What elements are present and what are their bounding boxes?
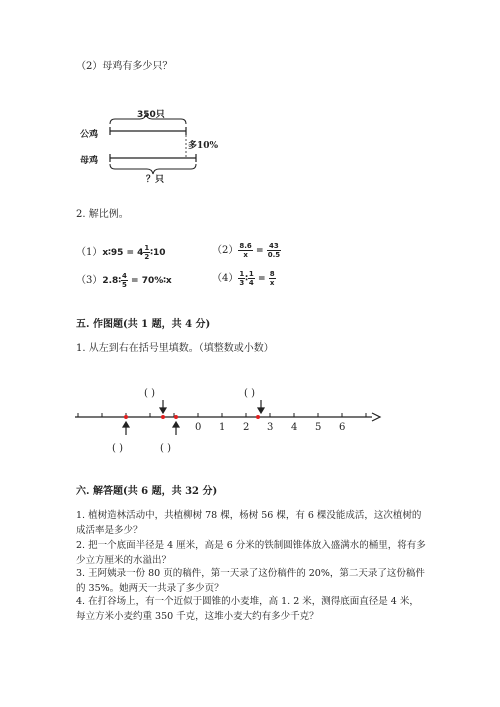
tick-label: 3 [267,422,274,433]
section-title: 五. 作图题(共 1 题，共 4 分) [76,319,211,330]
more-label: 多10% [188,141,219,151]
problem-3: 3. 王阿姨录一份 80 页的稿件，第一天录了这份稿件的 20%，第二天录了这份稿件的 35%。她两天一共录了多少页？ [76,568,425,594]
point-marker [256,415,260,419]
proportion-4: （4） $\frac{1}{3}$ ∶ $\frac{1}{4}$ = $\frac{8}{x}$ [212,270,275,287]
proportion-1: （1）x∶95 = 4 $\frac{1}{2}$ ∶10 [76,244,166,261]
top-label: 350只 [137,110,165,120]
rooster-label: 公鸡 [80,130,99,140]
tick-label: 6 [339,422,346,433]
tick-label: 1 [219,422,226,433]
point-marker [124,415,128,419]
section-title: 六. 解答题(共 6 题，共 32 分) [76,486,218,497]
blank-top-2[interactable]: ( ) [244,388,255,399]
proportion-3: （3）2.8∶ $\frac{4}{5}$ = 70%∶x [76,272,172,289]
point-marker [174,415,178,419]
tick-label: 5 [315,422,322,433]
blank-bottom-2[interactable]: ( ) [160,443,171,454]
point-marker [161,415,165,419]
problem-4: 4. 在打谷场上，有一个近似于圆锥的小麦堆，高 1. 2 米，测得底面直径是 4 米，每立方米小麦约重 350 千克，这堆小麦大约有多少千克？ [76,596,419,622]
problem-2: 2. 把一个底面半径是 4 厘米，高是 6 分米的铁制圆锥体放入盛满水的桶里，将有多少立方厘米的水溢出？ [76,540,426,566]
bottom-label: ？只 [146,175,165,185]
tick-label: 4 [291,422,298,433]
question-text: 1. 从左到右在括号里填数。（填整数或小数） [76,343,274,354]
proportion-2: （2） $\frac{8.6}{x}$ = $\frac{43}{0.5}$ [212,242,281,259]
blank-top-1[interactable]: ( ) [144,388,155,399]
tick-label: 0 [195,422,202,433]
tick-label: 2 [243,422,250,433]
blank-bottom-1[interactable]: ( ) [112,443,123,454]
hen-label: 母鸡 [80,156,99,166]
section-title: 2. 解比例。 [76,209,129,220]
question-title: （2）母鸡有多少只？ [76,61,173,72]
problem-1: 1. 植树造林活动中，共植柳树 78 棵，杨树 56 棵，有 6 棵没能成活，这次植树的成活率是多少？ [76,510,422,536]
